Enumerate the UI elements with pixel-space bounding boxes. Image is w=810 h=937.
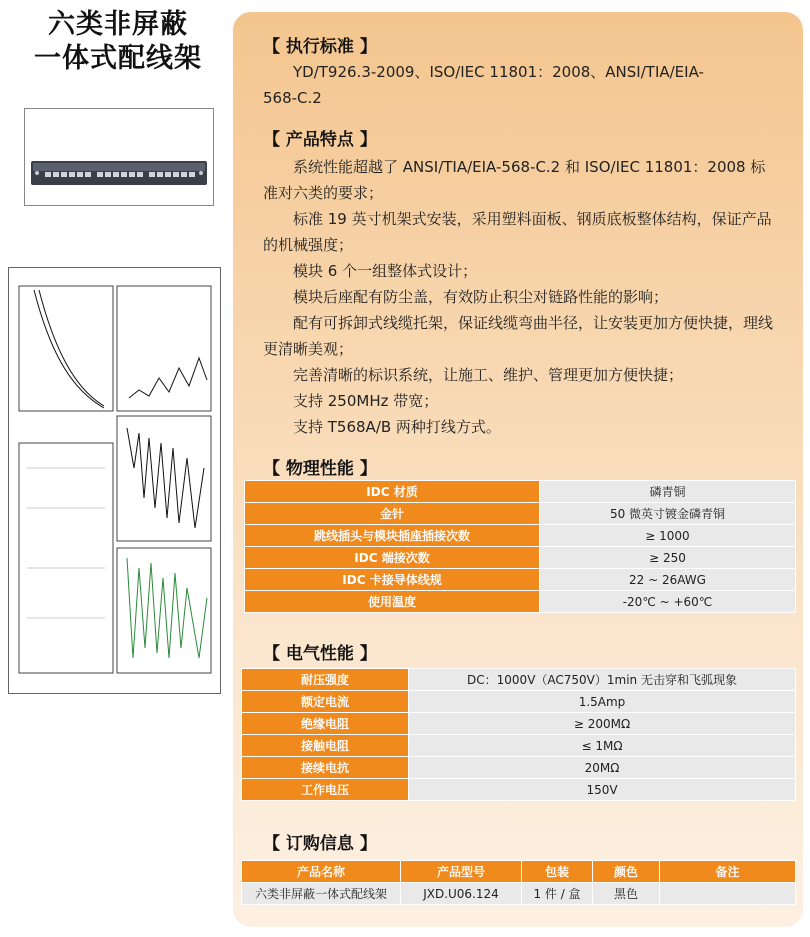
spec-label: 工作电压 [242,779,409,801]
spec-label: 跳线插头与模块插座插接次数 [245,525,540,547]
table-row [245,591,796,613]
spec-label: 耐压强度 [242,669,409,691]
table-header-row [242,861,796,883]
table-row [242,713,796,735]
order-cell: 1 件 / 盒 [522,883,593,905]
spec-label: 绝缘电阻 [242,713,409,735]
product-title-line2: 一体式配线架 [34,43,202,74]
spec-value: 20MΩ [409,757,796,779]
spec-value: 150V [409,779,796,801]
table-row [245,481,796,503]
features-heading: 【 产品特点 】 [263,130,377,150]
spec-label: 额定电流 [242,691,409,713]
table-row [245,569,796,591]
spec-value: 50 微英寸镀金磷青铜 [540,503,796,525]
column-header: 颜色 [593,861,660,883]
table-row [242,669,796,691]
table-row [242,691,796,713]
spec-label: 接续电抗 [242,757,409,779]
table-row [242,757,796,779]
spec-label: IDC 材质 [245,481,540,503]
spec-value: ≥ 200MΩ [409,713,796,735]
feature-item: 标准 19 英寸机架式安装，采用塑料面板、钢质底板整体结构，保证产品的机械强度； [263,210,772,254]
order-cell: JXD.U06.124 [401,883,522,905]
table-row [242,779,796,801]
order-cell: 黑色 [593,883,660,905]
electrical-table [241,668,796,801]
standards-text [263,59,778,111]
product-photo [24,108,214,206]
table-row [242,735,796,757]
order-heading: 【 订购信息 】 [263,834,377,854]
feature-item: 完善清晰的标识系统，让施工、维护、管理更加方便快捷； [293,366,684,384]
standards-line1: YD/T926.3-2009、ISO/IEC 11801：2008、ANSI/TIA/EIA- [293,63,704,81]
product-title-line1: 六类非屏蔽 [48,9,188,40]
column-header: 备注 [660,861,796,883]
column-header: 包装 [522,861,593,883]
spec-value: ≤ 1MΩ [409,735,796,757]
table-row [245,525,796,547]
spec-label: IDC 卡接导体线规 [245,569,540,591]
order-cell: 六类非屏蔽一体式配线架 [242,883,401,905]
feature-item: 支持 T568A/B 两种打线方式。 [293,418,501,436]
spec-value: 22 ~ 26AWG [540,569,796,591]
feature-item: 系统性能超越了 ANSI/TIA/EIA-568-C.2 和 ISO/IEC 11801：2008 标准对六类的要求； [263,158,766,202]
column-header: 产品型号 [401,861,522,883]
spec-value: -20℃ ~ +60℃ [540,591,796,613]
feature-item: 模块 6 个一组整体式设计； [293,262,478,280]
spec-value: DC：1000V（AC750V）1min 无击穿和飞弧现象 [409,669,796,691]
feature-item: 支持 250MHz 带宽； [293,392,439,410]
physical-table [244,480,796,613]
product-title [18,8,218,76]
standards-heading: 【 执行标准 】 [263,37,377,57]
standards-line2: 568-C.2 [263,89,322,107]
table-row [245,547,796,569]
table-row [245,503,796,525]
spec-value: ≥ 250 [540,547,796,569]
patch-panel-image [25,109,213,205]
feature-item: 模块后座配有防尘盖，有效防止积尘对链路性能的影响； [293,288,669,306]
table-row [242,883,796,905]
feature-item: 配有可拆卸式线缆托架，保证线缆弯曲半径，让安装更加方便快捷，理线更清晰美观； [263,314,774,358]
spec-label: 使用温度 [245,591,540,613]
electrical-heading: 【 电气性能 】 [263,644,377,664]
spec-label: IDC 端接次数 [245,547,540,569]
order-table [241,860,796,905]
spec-value: 1.5Amp [409,691,796,713]
spec-value: 磷青铜 [540,481,796,503]
spec-label: 金针 [245,503,540,525]
physical-heading: 【 物理性能 】 [263,459,377,479]
order-cell [660,883,796,905]
spec-label: 接触电阻 [242,735,409,757]
column-header: 产品名称 [242,861,401,883]
test-report-image [8,267,221,694]
features-list [263,154,778,440]
spec-value: ≥ 1000 [540,525,796,547]
